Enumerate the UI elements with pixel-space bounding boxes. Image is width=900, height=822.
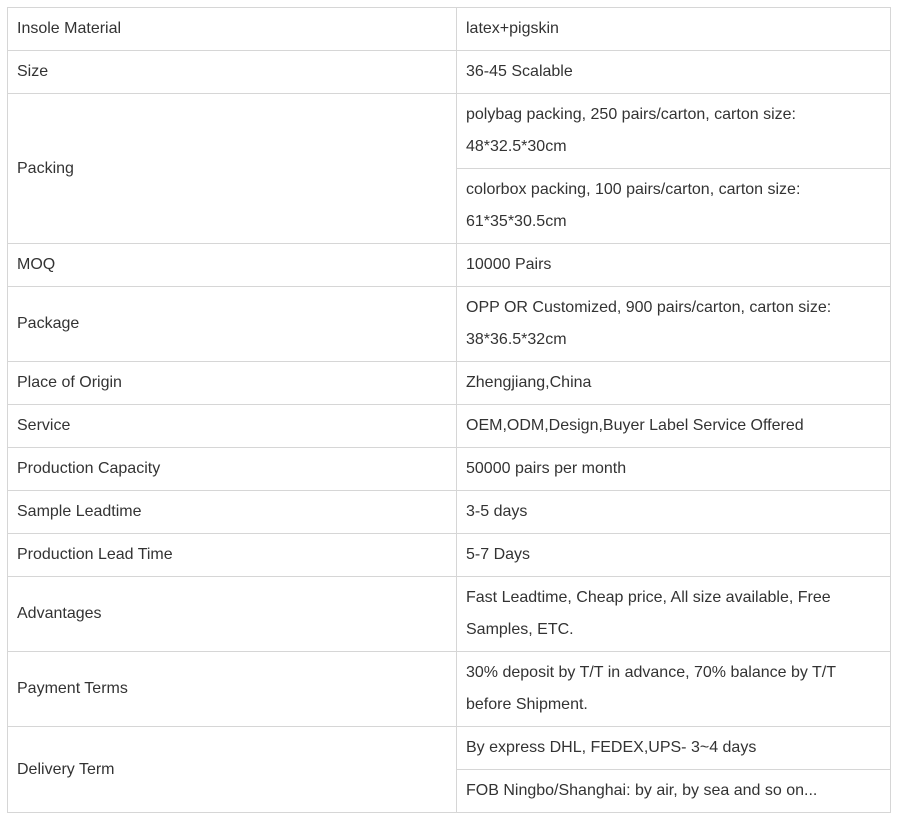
spec-label: Production Capacity bbox=[8, 448, 457, 491]
table-row bbox=[8, 51, 891, 94]
spec-label: Service bbox=[8, 405, 457, 448]
spec-label: Production Lead Time bbox=[8, 534, 457, 577]
table-row bbox=[8, 94, 891, 169]
spec-value: 3-5 days bbox=[457, 491, 891, 534]
table-row bbox=[8, 287, 891, 362]
table-row bbox=[8, 577, 891, 652]
spec-value: 5-7 Days bbox=[457, 534, 891, 577]
spec-value: Zhengjiang,China bbox=[457, 362, 891, 405]
table-row bbox=[8, 8, 891, 51]
table-row bbox=[8, 244, 891, 287]
spec-label: Payment Terms bbox=[8, 652, 457, 727]
table-row bbox=[8, 405, 891, 448]
spec-label: Sample Leadtime bbox=[8, 491, 457, 534]
spec-value: colorbox packing, 100 pairs/carton, carton size: 61*35*30.5cm bbox=[457, 169, 891, 244]
spec-value: 30% deposit by T/T in advance, 70% balance by T/T before Shipment. bbox=[457, 652, 891, 727]
product-spec-table bbox=[7, 7, 891, 813]
spec-label: Size bbox=[8, 51, 457, 94]
spec-value: Fast Leadtime, Cheap price, All size available, Free Samples, ETC. bbox=[457, 577, 891, 652]
spec-value: FOB Ningbo/Shanghai: by air, by sea and so on... bbox=[457, 770, 891, 813]
spec-value: 50000 pairs per month bbox=[457, 448, 891, 491]
spec-value: latex+pigskin bbox=[457, 8, 891, 51]
spec-label: Advantages bbox=[8, 577, 457, 652]
spec-value: polybag packing, 250 pairs/carton, carton size: 48*32.5*30cm bbox=[457, 94, 891, 169]
spec-value: OEM,ODM,Design,Buyer Label Service Offered bbox=[457, 405, 891, 448]
table-row bbox=[8, 727, 891, 770]
spec-value: 36-45 Scalable bbox=[457, 51, 891, 94]
spec-value: By express DHL, FEDEX,UPS- 3~4 days bbox=[457, 727, 891, 770]
spec-label: Delivery Term bbox=[8, 727, 457, 813]
spec-label: Packing bbox=[8, 94, 457, 244]
table-row bbox=[8, 534, 891, 577]
spec-label: Package bbox=[8, 287, 457, 362]
spec-label: MOQ bbox=[8, 244, 457, 287]
spec-value: 10000 Pairs bbox=[457, 244, 891, 287]
spec-table-body bbox=[8, 8, 891, 813]
table-row bbox=[8, 491, 891, 534]
spec-value: OPP OR Customized, 900 pairs/carton, carton size: 38*36.5*32cm bbox=[457, 287, 891, 362]
table-row bbox=[8, 362, 891, 405]
spec-label: Place of Origin bbox=[8, 362, 457, 405]
table-row bbox=[8, 652, 891, 727]
spec-label: Insole Material bbox=[8, 8, 457, 51]
table-row bbox=[8, 448, 891, 491]
